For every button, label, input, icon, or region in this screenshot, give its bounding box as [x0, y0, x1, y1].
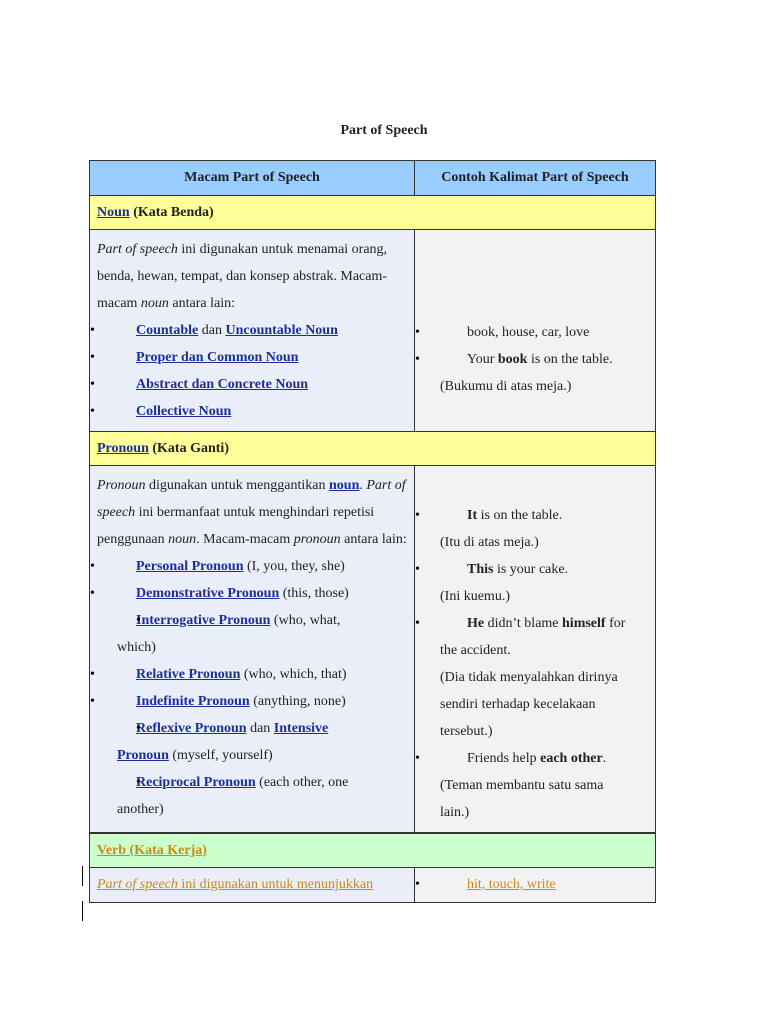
interrogative-pronoun-link[interactable]: Interrogative Pronoun — [136, 613, 271, 628]
pronoun-desc-text: ini bermanfaat untuk menghindari repetisi penggunaan — [97, 505, 375, 547]
pronoun-heading — [90, 432, 656, 466]
example-text: book, house, car, love — [467, 325, 590, 340]
example-translation: (Ini kuemu.) — [440, 589, 510, 604]
intensive-link[interactable]: Intensive — [273, 721, 329, 736]
verb-description-cell — [90, 868, 415, 903]
list-item — [90, 580, 407, 607]
example-bold: It — [467, 508, 478, 523]
uncountable-noun-link[interactable]: Uncountable Noun — [225, 323, 338, 338]
example-translation: (Teman membantu satu sama — [440, 778, 604, 793]
proper-common-noun-link[interactable]: Proper dan Common Noun — [136, 350, 299, 365]
example-translation: (Itu di atas meja.) — [440, 535, 539, 550]
noun-heading — [90, 196, 656, 230]
pronoun-heading-row — [90, 432, 656, 466]
relative-pronoun-link[interactable]: Relative Pronoun — [136, 667, 241, 682]
pronoun-examples-list — [440, 502, 648, 826]
pronoun-examples-cell — [415, 466, 656, 834]
verb-desc-em: Part of speech — [97, 877, 178, 892]
example-translation: (Bukumu di atas meja.) — [440, 379, 572, 394]
personal-pronoun-link[interactable]: Personal Pronoun — [136, 559, 244, 574]
pronoun-desc-text: antara lain: — [340, 532, 407, 547]
intensive-pronoun-link[interactable]: Pronoun — [117, 748, 169, 763]
verb-content-row — [90, 868, 656, 903]
example-translation: sendiri terhadap kecelakaan — [440, 697, 596, 712]
pronoun-desc-text: digunakan untuk menggantikan — [145, 478, 330, 493]
noun-description — [97, 236, 407, 317]
pronoun-desc-em: pronoun — [293, 532, 341, 547]
pronoun-content-row — [90, 466, 656, 834]
list-item-text: (each other, one — [255, 775, 349, 790]
verb-link[interactable]: Verb (Kata Kerja) — [97, 842, 207, 858]
pronoun-desc-em: Part of speech — [97, 478, 406, 520]
noun-examples-cell — [415, 230, 656, 432]
list-item-text: dan — [198, 323, 226, 338]
verb-examples-list — [440, 870, 648, 900]
noun-desc-em2: noun — [140, 296, 169, 311]
list-item-text: which) — [117, 640, 156, 655]
verb-examples-cell — [415, 868, 656, 903]
example-translation: lain.) — [440, 805, 470, 820]
list-item — [415, 556, 648, 610]
example-text: is on the table. — [527, 352, 613, 367]
indefinite-pronoun-link[interactable]: Indefinite Pronoun — [136, 694, 250, 709]
noun-description-cell — [90, 230, 415, 432]
example-text: is your cake. — [493, 562, 569, 577]
list-item — [415, 502, 648, 556]
list-item-text: dan — [246, 721, 274, 736]
change-bar — [82, 866, 83, 886]
verb-heading-row — [90, 833, 656, 868]
noun-inline-link[interactable]: noun — [329, 478, 360, 493]
pronoun-desc-text: . Macam-macam — [196, 532, 294, 547]
list-item — [90, 553, 407, 580]
reciprocal-pronoun-link[interactable]: Reciprocal Pronoun — [136, 775, 256, 790]
example-bold: He — [467, 616, 485, 631]
noun-content-row — [90, 230, 656, 432]
pronoun-description — [97, 472, 407, 553]
list-item — [415, 610, 648, 745]
list-item — [415, 346, 648, 400]
noun-desc-em1: Part of speech — [97, 242, 178, 257]
example-text: for — [605, 616, 626, 631]
noun-desc-text1: ini digunakan untuk menamai orang, benda, hewan, tempat, dan konsep abstrak. Macam-macam — [97, 242, 388, 311]
noun-heading-row — [90, 196, 656, 230]
pronoun-heading-rest: (Kata Ganti) — [152, 440, 229, 456]
list-item — [90, 769, 407, 823]
page-title: Part of Speech — [340, 123, 428, 138]
list-item — [415, 319, 648, 346]
list-item-text: (who, which, that) — [240, 667, 347, 682]
noun-types-list — [97, 317, 407, 425]
list-item — [90, 317, 407, 344]
list-item-continuation — [90, 742, 407, 769]
example-bold: each other — [540, 751, 603, 766]
header-contoh: Contoh Kalimat Part of Speech — [415, 161, 656, 196]
table-header-row — [90, 161, 656, 196]
list-item — [90, 715, 407, 769]
example-translation: tersebut.) — [440, 724, 493, 739]
example-text: Friends help — [467, 751, 541, 766]
countable-link[interactable]: Countable — [136, 323, 199, 338]
example-bold: book — [497, 352, 528, 367]
list-item-text: (who, what, — [270, 613, 341, 628]
example-text: didn’t blame — [484, 616, 563, 631]
reflexive-pronoun-link[interactable]: Reflexive Pronoun — [136, 721, 247, 736]
noun-heading-rest: (Kata Benda) — [133, 204, 214, 220]
example-text: Your — [467, 352, 498, 367]
list-item — [90, 398, 407, 425]
noun-link[interactable]: Noun — [97, 204, 130, 220]
change-bar — [82, 901, 83, 921]
pronoun-description-cell — [90, 466, 415, 834]
example-bold: himself — [562, 616, 606, 631]
verb-desc-text: ini digunakan untuk menunjukkan — [177, 877, 374, 892]
list-item-text: (I, you, they, she) — [243, 559, 345, 574]
collective-noun-link[interactable]: Collective Noun — [136, 404, 232, 419]
verb-heading — [90, 833, 656, 868]
list-item-text: (myself, yourself) — [168, 748, 273, 763]
list-item-text: another) — [117, 802, 164, 817]
example-bold: This — [467, 562, 494, 577]
list-item — [90, 607, 407, 661]
example-translation: (Dia tidak menyalahkan dirinya — [440, 670, 618, 685]
list-item — [90, 688, 407, 715]
list-item-text: (anything, none) — [249, 694, 346, 709]
pronoun-desc-em: Pronoun — [97, 478, 146, 493]
noun-examples-list — [440, 319, 648, 400]
part-of-speech-table — [89, 160, 656, 903]
list-item — [90, 371, 407, 398]
pronoun-desc-em: noun — [168, 532, 197, 547]
demonstrative-pronoun-link[interactable]: Demonstrative Pronoun — [136, 586, 280, 601]
example-text: is on the table. — [477, 508, 563, 523]
list-item — [415, 745, 648, 826]
noun-desc-text2: antara lain: — [168, 296, 235, 311]
example-text: . — [602, 751, 607, 766]
header-macam: Macam Part of Speech — [90, 161, 415, 196]
example-text: the accident. — [440, 643, 511, 658]
list-item-text: (this, those) — [279, 586, 349, 601]
list-item — [90, 344, 407, 371]
example-text: hit, touch, write — [467, 877, 556, 892]
list-item — [90, 661, 407, 688]
list-item — [415, 870, 648, 900]
pronoun-link[interactable]: Pronoun — [97, 440, 149, 456]
abstract-concrete-noun-link[interactable]: Abstract dan Concrete Noun — [136, 377, 309, 392]
pronoun-types-list — [97, 553, 407, 823]
pronoun-desc-text: . — [359, 478, 367, 493]
